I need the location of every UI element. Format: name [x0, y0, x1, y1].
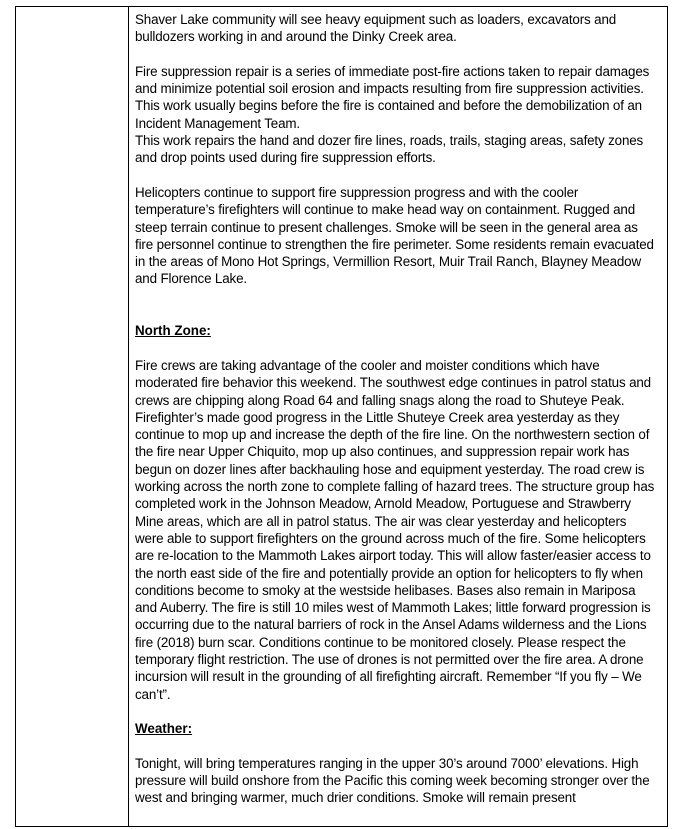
repair-work-paragraph: This work repairs the hand and dozer fire lines, roads, trails, staging areas, safety zones and drop points used during fire suppression efforts. [135, 133, 644, 166]
dinky-creek-paragraph: Shaver Lake community will see heavy equipment such as loaders, excavators and bulldozers working in and around the Dinky Creek area. [135, 12, 617, 45]
table-content-cell [129, 7, 667, 826]
spacer [135, 340, 657, 357]
spacer [135, 288, 657, 323]
north-zone-paragraph: Fire crews are taking advantage of the cooler and moister conditions which have moderated fire behavior this weekend. The southwest edge continues in patrol status and crews are chipping along Road 64 and falling snags along the road to Shuteye Peak. Firefighter’s made good progress in the Little Shuteye Creek area yesterday as they continue to mop up and increase the depth of the fire line. On the northwestern section of the fire near Upper Chiquito, mop up also continues, and suppression repair work has begun on dozer lines after backhauling hose and equipment yesterday. The road crew is working across the north zone to complete falling of hazard trees. The structure group has completed work in the Johnson Meadow, Arnold Meadow, Portuguese and Strawberry Mine areas, which are all in patrol status. The air was clear yesterday and helicopters were able to support firefighters on the ground across much of the fire. Some helicopters are re-location to the Mammoth Lakes airport today. This will allow faster/easier access to the north east side of the fire and potentially provide an option for helicopters to fly when conditions become to smoky at the westside helibases. Bases also remain in Mariposa and Auberry. The fire is still 10 miles west of Mammoth Lakes; little forward progression is occurring due to the natural barriers of rock in the Ansel Adams wilderness and the Lions fire (2018) burn scar. Conditions continue to be monitored closely. Please respect the temporary flight restriction. The use of drones is not permitted over the fire area. A drone incursion will result in the grounding of all firefighting aircraft. Remember “If you fly – We can’t”. [135, 357, 655, 702]
spacer [135, 46, 657, 63]
spacer [135, 167, 657, 184]
helicopters-paragraph: Helicopters continue to support fire suppression progress and with the cooler temperature’s firefighters will continue to make head way on containment. Rugged and steep terrain continue to present challenges. Smoke will be seen in the general area as fire personnel continue to strengthen the fire perimeter. Some residents remain evacuated in the areas of Mono Hot Springs, Vermillion Resort, Muir Trail Ranch, Blayney Meadow and Florence Lake. [135, 184, 654, 287]
spacer [135, 703, 657, 720]
suppression-repair-paragraph: Fire suppression repair is a series of immediate post-fire actions taken to repair damages and minimize potential soil erosion and impacts resulting from fire suppression activities. This work usually begins before the fire is contained and before the demobilization of an Incident Management Team. [135, 63, 650, 131]
document-table [15, 6, 668, 827]
weather-heading: Weather: [135, 721, 193, 737]
north-zone-heading: North Zone: [135, 323, 211, 339]
spacer [135, 737, 657, 754]
table-left-column [16, 7, 129, 826]
weather-paragraph: Tonight, will bring temperatures ranging in the upper 30’s around 7000’ elevations. High pressure will build onshore from the Pacific this coming week becoming stronger over the west and bringing warmer, much drier conditions. Smoke will remain present [135, 755, 650, 806]
